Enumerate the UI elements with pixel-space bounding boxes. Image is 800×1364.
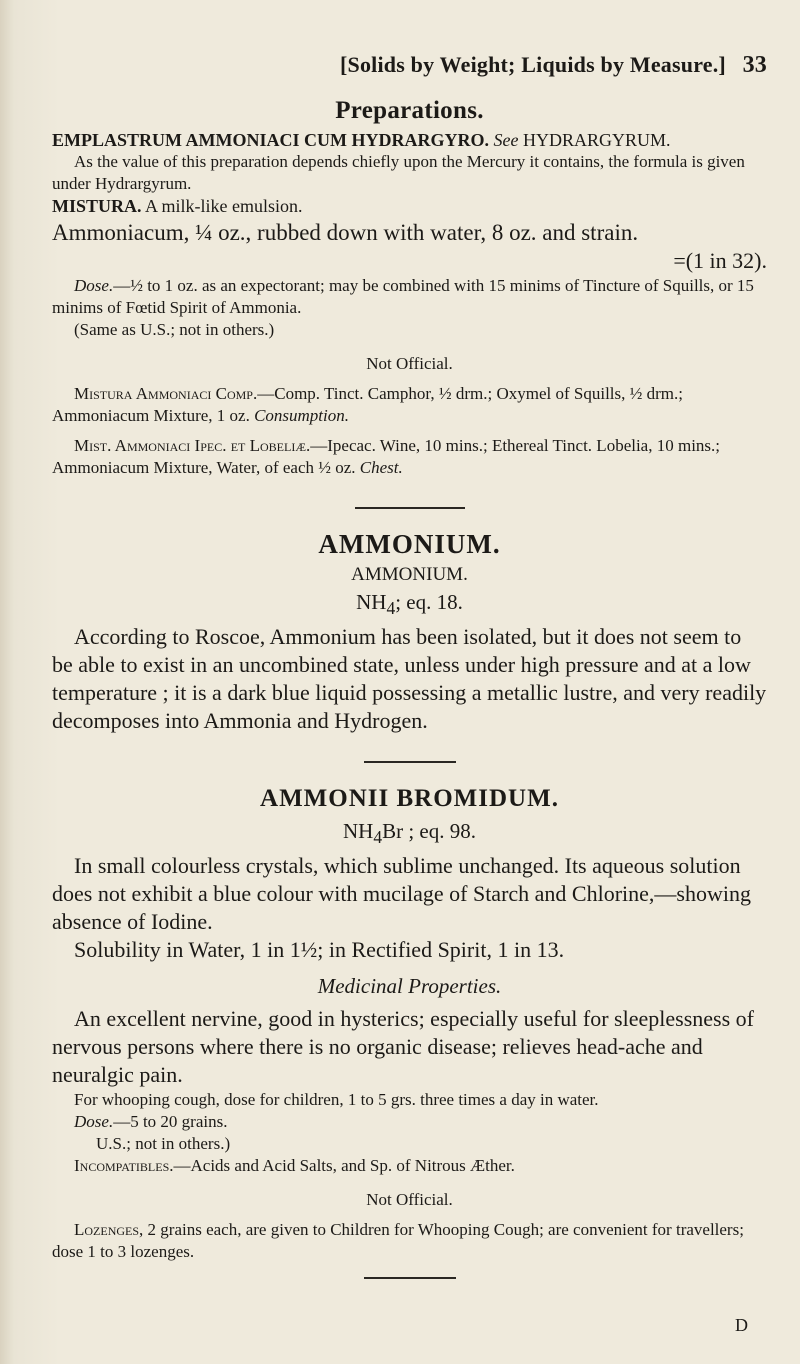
ammonium-formula (52, 590, 767, 619)
mist-ipec-entry (52, 435, 767, 479)
dose-text: —½ to 1 oz. as an expectorant; may be combined with 15 minims of Tincture of Squills, or 15 minims of Fœtid Spirit of Ammonia. (52, 276, 754, 317)
ammonium-text: According to Roscoe, Ammonium has been isolated, but it does not seem to be able to exist in an uncombined state, unless under high pressure and at a low temperature ; it is a dark blue liquid possessing a metallic lustre, and very readily decomposes into Ammonia and Hydrogen. (52, 624, 767, 734)
dose-label: Dose. (74, 1112, 114, 1132)
mistura-formula: Ammoniacum, ¼ oz., rubbed down with water, 8 oz. and strain. (52, 220, 639, 245)
ammonium-title: AMMONIUM. (318, 529, 501, 559)
page-content (52, 52, 767, 1279)
mistura-comp-text: —Comp. Tinct. Camphor, ½ drm.; Oxymel of Squills, ½ drm.; Ammoniacum Mixture, 1 oz. (52, 384, 683, 425)
mistura-title: MISTURA. (52, 196, 142, 216)
lozenges-text: 2 grains each, are given to Children for Whooping Cough; are convenient for travellers; dose 1 to 3 lozenges. (52, 1220, 744, 1262)
bromidum-us: U.S.; not in others.) (96, 1134, 231, 1154)
not-official-heading: Not Official. (366, 354, 453, 373)
mistura-dose (52, 275, 767, 319)
emplastrum-reference: HYDRARGYRUM. (522, 130, 671, 150)
formula-equivalent: ; eq. 18. (395, 590, 463, 614)
signature-mark: D (735, 1315, 748, 1335)
bromidum-dose (52, 1111, 767, 1133)
bromidum-text: In small colourless crystals, which sublime unchanged. Its aqueous solution does not exhibit a blue colour with mucilage of Starch and Chlorine,—showing absence of Iodine. (52, 853, 751, 935)
mistura-description: A milk-like emulsion. (145, 196, 303, 216)
bromidum-solubility: Solubility in Water, 1 in 1½; in Rectified Spirit, 1 in 13. (74, 937, 565, 963)
mistura-comp-use: Consumption. (254, 406, 350, 425)
formula-subscript: 4 (386, 598, 396, 619)
lozenges-entry (52, 1219, 767, 1263)
section-divider (364, 1277, 456, 1279)
emplastrum-title: EMPLASTRUM AMMONIACI CUM HYDRARGYRO. (52, 130, 489, 150)
ammonium-subtitle: AMMONIUM. (351, 564, 468, 585)
incompatibles (52, 1155, 767, 1177)
mistura-heading (52, 195, 767, 217)
mistura-same-as: (Same as U.S.; not in others.) (74, 320, 275, 339)
section-title: Preparations. (335, 97, 484, 124)
section-divider (364, 761, 456, 763)
header-title: [Solids by Weight; Liquids by Measure.] (340, 52, 726, 77)
not-official-heading: Not Official. (366, 1190, 453, 1210)
section-divider (355, 507, 465, 509)
see-label: See (493, 130, 519, 150)
mist-ipec-text: —Ipecac. Wine, 10 mins.; Ethereal Tinct. Lobelia, 10 mins.; Ammoniacum Mixture, Water, of each ½ oz. (52, 436, 721, 477)
mistura-comp-entry (52, 383, 767, 427)
lozenges-label: Lozenges, (74, 1220, 144, 1240)
bromidum-title: AMMONII BROMIDUM. (260, 785, 559, 813)
formula-base: NH (343, 819, 374, 844)
mistura-comp-name: Mistura Ammoniaci Comp. (74, 384, 258, 403)
emplastrum-heading (52, 129, 767, 151)
whooping-text: For whooping cough, dose for children, 1 to 5 grs. three times a day in water. (74, 1090, 599, 1110)
emplastrum-text: As the value of this preparation depends chiefly upon the Mercury it contains, the formula is given under Hydrargyrum. (52, 152, 745, 193)
mistura-ratio: =(1 in 32). (673, 248, 767, 273)
formula-rest: Br ; eq. 98. (382, 819, 476, 844)
medicinal-text: An excellent nervine, good in hysterics; especially useful for sleeplessness of nervous persons where there is no organic disease; relieves head-ache and neuralgic pain. (52, 1006, 754, 1088)
formula-base: NH (356, 590, 387, 614)
incompatibles-text: —Acids and Acid Salts, and Sp. of Nitrous Æther. (173, 1156, 515, 1176)
mist-ipec-name: Mist. Ammoniaci Ipec. et Lobeliæ. (74, 436, 311, 455)
dose-label: Dose. (74, 276, 114, 295)
medicinal-properties-heading: Medicinal Properties. (317, 974, 502, 999)
running-header (52, 52, 767, 79)
bromidum-formula (52, 819, 767, 848)
incompatibles-label: Incompatibles. (74, 1156, 174, 1176)
mist-ipec-use: Chest. (359, 458, 403, 477)
formula-subscript: 4 (373, 827, 383, 848)
page-number: 33 (742, 52, 767, 78)
dose-text: —5 to 20 grains. (113, 1112, 228, 1132)
